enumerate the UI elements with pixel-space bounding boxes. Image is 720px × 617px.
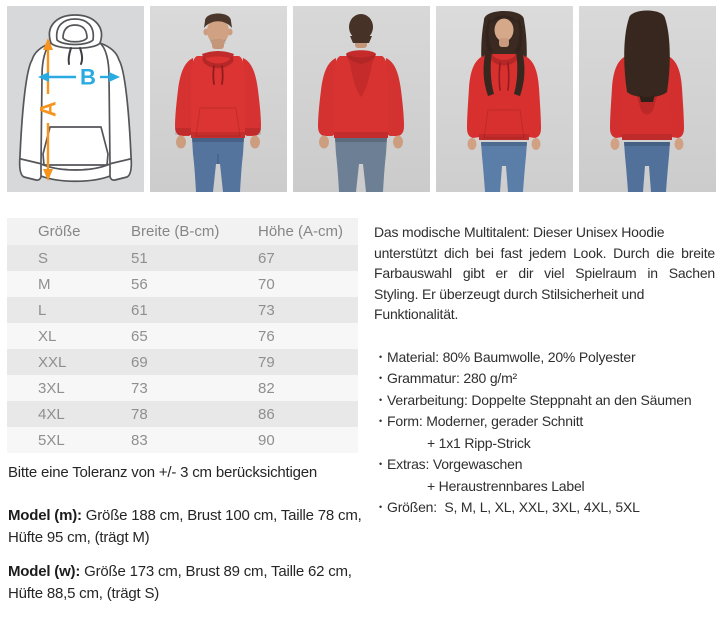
- size-cell: 73: [131, 379, 148, 397]
- model-m-text: Größe 188 cm, Brust 100 cm, Taille 78 cm, Hüfte 95 cm, (trägt M): [8, 507, 362, 546]
- size-cell: 67: [258, 249, 275, 267]
- size-cell: 73: [258, 301, 275, 319]
- size-cell: 65: [131, 327, 148, 345]
- bullet-dot-icon: •: [379, 502, 382, 512]
- size-cell: 51: [131, 249, 148, 267]
- man-front-photo: [150, 6, 287, 192]
- feature-text: Form: Moderner, gerader Schnitt: [387, 413, 584, 429]
- tolerance-note: Bitte eine Toleranz von +/- 3 cm berücksichtigen: [8, 464, 318, 481]
- feature-subtext: + 1x1 Ripp-Strick: [427, 434, 531, 451]
- size-cell: S: [38, 249, 49, 267]
- feature-item: [374, 497, 715, 519]
- feature-subtext: + Heraustrennbares Label: [427, 477, 585, 494]
- size-table-row: [7, 297, 358, 323]
- feature-item: [374, 411, 715, 433]
- feature-item: [374, 390, 715, 412]
- size-table-row: [7, 375, 358, 401]
- measure-a-label: A: [35, 101, 61, 117]
- size-table-header-cell: Höhe (A-cm): [258, 223, 344, 240]
- bullet-dot-icon: •: [379, 416, 382, 426]
- size-table-row: [7, 401, 358, 427]
- product-description: [374, 222, 715, 519]
- feature-item: [374, 368, 715, 390]
- bullet-dot-icon: •: [379, 459, 382, 469]
- feature-text: Verarbeitung: Doppelte Steppnaht an den Säumen: [387, 391, 692, 408]
- measure-b-label: B: [80, 64, 96, 90]
- size-cell: 5XL: [38, 431, 65, 449]
- description-intro-line: Styling. Er überzeugt durch Stilsicherheit und: [374, 285, 645, 302]
- feature-list: [374, 347, 715, 519]
- size-cell: M: [38, 275, 51, 293]
- size-table-header: [7, 218, 358, 245]
- product-image-measure-diagram[interactable]: [7, 6, 144, 192]
- feature-text: Grammatur: 280 g/m²: [387, 370, 518, 386]
- hoodie-measure-diagram-graphic: [7, 6, 144, 192]
- feature-text: Material: 80% Baumwolle, 20% Polyester: [387, 348, 636, 365]
- size-cell: 76: [258, 327, 275, 345]
- feature-text: Größen: S, M, L, XL, XXL, 3XL, 4XL, 5XL: [387, 499, 640, 515]
- product-image-woman-front[interactable]: [436, 6, 573, 192]
- model-m-note: [8, 505, 386, 549]
- description-intro-line: unterstützt dich bei fast jedem Look. Durch die breite: [374, 244, 715, 261]
- size-cell: 82: [258, 379, 275, 397]
- size-cell: 83: [131, 431, 148, 449]
- measurement-notes: [8, 462, 386, 617]
- size-table-row: [7, 427, 358, 453]
- size-table-header-cell: Größe: [38, 223, 81, 240]
- size-cell: 70: [258, 275, 275, 293]
- size-cell: 79: [258, 353, 275, 371]
- size-table-row: [7, 349, 358, 375]
- bullet-dot-icon: •: [379, 373, 382, 383]
- description-intro-line: Das modische Multitalent: Dieser Unisex Hoodie: [374, 224, 665, 240]
- size-table-row: [7, 323, 358, 349]
- size-cell: 86: [258, 405, 275, 423]
- woman-back-photo: [579, 6, 716, 192]
- product-image-woman-back[interactable]: [579, 6, 716, 192]
- size-cell: 4XL: [38, 405, 65, 423]
- man-back-photo: [293, 6, 430, 192]
- model-m-label: Model (m):: [8, 507, 82, 524]
- size-table-row: [7, 271, 358, 297]
- description-intro-line: Farbauswahl gibt er dir viel Spielraum in Sachen: [374, 265, 715, 281]
- size-cell: 56: [131, 275, 148, 293]
- size-cell: XL: [38, 327, 57, 345]
- size-cell: XXL: [38, 353, 67, 371]
- size-table: [7, 218, 358, 453]
- size-cell: 61: [131, 301, 148, 319]
- bullet-dot-icon: •: [379, 351, 382, 362]
- feature-item: [374, 454, 715, 476]
- size-table-row: [7, 245, 358, 271]
- model-w-label: Model (w):: [8, 563, 81, 580]
- feature-item: [374, 347, 715, 369]
- size-table-header-cell: Breite (B-cm): [131, 223, 220, 240]
- size-cell: 69: [131, 353, 148, 371]
- bullet-dot-icon: •: [379, 394, 382, 405]
- size-cell: 3XL: [38, 379, 65, 397]
- feature-text: Extras: Vorgewaschen: [387, 456, 523, 472]
- product-image-gallery: [7, 6, 716, 192]
- size-cell: 90: [258, 431, 275, 449]
- size-cell: L: [38, 301, 47, 319]
- woman-front-photo: [436, 6, 573, 192]
- model-w-text: Größe 173 cm, Brust 89 cm, Taille 62 cm, Hüfte 88,5 cm, (trägt S): [8, 563, 352, 602]
- product-image-man-back[interactable]: [293, 6, 430, 192]
- size-cell: 78: [131, 405, 148, 423]
- product-image-man-front[interactable]: [150, 6, 287, 192]
- description-intro-line: Funktionalität.: [374, 306, 459, 322]
- model-w-note: [8, 561, 386, 605]
